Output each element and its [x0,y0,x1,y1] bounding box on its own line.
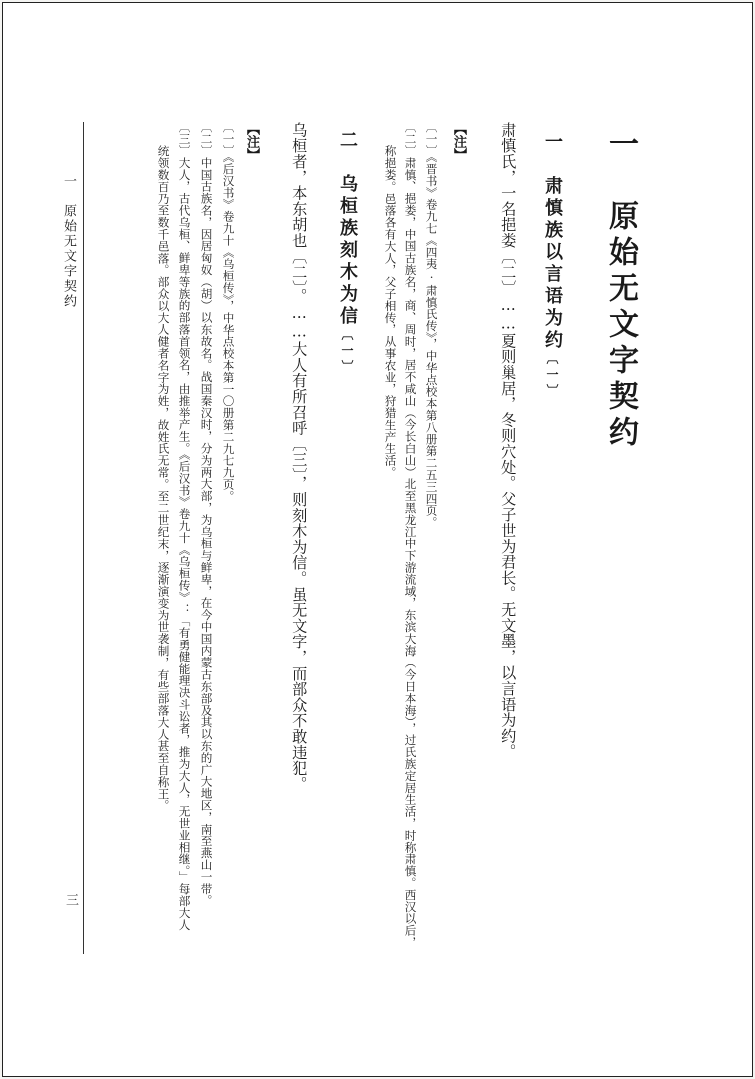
section1-notes-label: 【注】 [451,122,466,161]
section2-note-3: 〔三〕大人，古代乌桓、鲜卑等族的部落首领名，由推举产生。《后汉书》卷九十《乌桓传》：「有勇健能理决斗讼者，推为大人，无世业相继。」每部大人 [177,121,192,931]
section2-heading-ref: 〔一〕 [340,328,354,376]
section2-heading-text: 二 乌桓族刻木为信 [337,130,358,328]
section1-note-2: 〔二〕肃慎、挹娄，中国古族名，商、周时，居不咸山（今长白山）北至黑龙江中下游流域，东滨大海（今日本海），过氏族定居生活，时称肃慎。西汉以后， [403,121,418,949]
section2-body: 乌桓者，本东胡也〔二〕。……大人有所召呼〔三〕，则刻木为信。虽无文字，而部众不敢违犯。 [290,122,309,792]
book-page [2,2,753,1077]
running-header-rule [83,122,84,954]
section1-note-1: 〔一〕《晋书》卷九七《四夷·肃慎氏传》，中华点校本第八册第二五三四页。 [424,121,439,529]
section1-heading-text: 一 肃慎族以言语为约 [542,132,563,352]
section1-body: 肃慎氏，一名挹娄〔二〕……夏则巢居，冬则穴处。父子世为君长。无文墨，以言语为约。 [499,122,518,760]
running-header-chapter: 一 原始无文字契约 [61,174,76,309]
section1-heading [543,132,561,400]
section1-heading-ref: 〔一〕 [545,352,559,400]
chapter-title: 一 原始无文字契约 [603,128,638,452]
section2-notes-label: 【注】 [244,122,259,161]
section2-note-3-cont: 统领数百乃至数千邑落。部众以大人健者名字为姓，故姓氏无常。至二世纪末，逐渐演变为世袭制，有些部落大人甚至自称王。 [156,145,171,812]
section2-note-2: 〔二〕中国古族名，因居匈奴（胡）以东故名。战国秦汉时，分为两大部，为乌桓与鲜卑，在今中国内蒙古东部及其以东的广大地区，南至燕山一带。 [199,121,214,907]
section1-note-2-cont: 称挹娄。邑落各有大人，父子相传，从事农业，狩猎生产生活。 [383,145,398,479]
section2-note-1: 〔一〕《后汉书》卷九十《乌桓传》，中华点校本第一〇册第二九七九页。 [221,121,236,503]
page-number: 三 [63,893,78,906]
section2-heading [338,130,356,376]
